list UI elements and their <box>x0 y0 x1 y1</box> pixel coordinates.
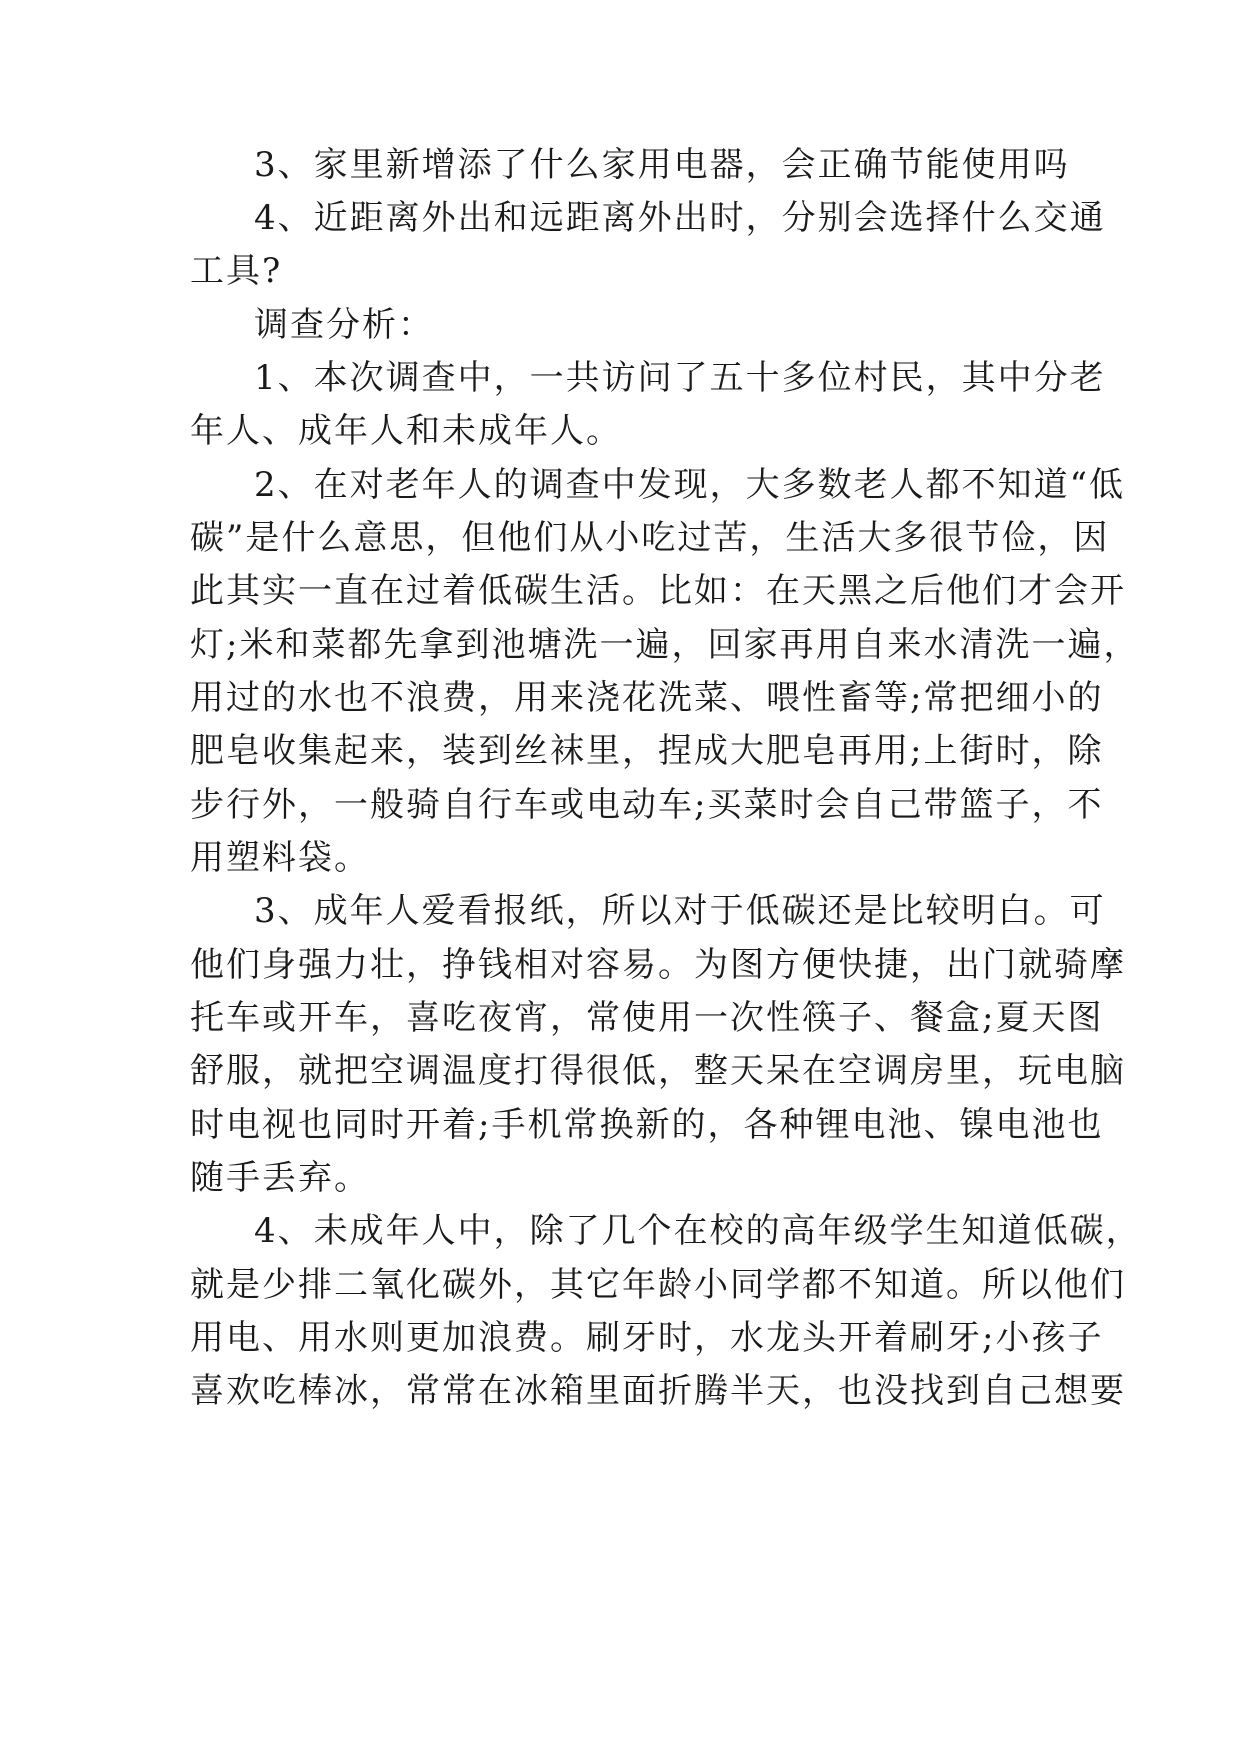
text-line: 肥皂收集起来，装到丝袜里，捏成大肥皂再用;上街时，除 <box>190 731 1104 771</box>
text-line: 4、近距离外出和远距离外出时，分别会选择什么交通 <box>254 198 1106 238</box>
text-line: 时电视也同时开着;手机常换新的，各种锂电池、镍电池也 <box>190 1105 1104 1145</box>
text-line: 就是少排二氧化碳外，其它年龄小同学都不知道。所以他们 <box>190 1265 1126 1305</box>
text-line: 2、在对老年人的调查中发现，大多数老人都不知道“低 <box>254 465 1126 505</box>
text-line: 年人、成年人和未成年人。 <box>190 411 622 451</box>
text-line: 托车或开车，喜吃夜宵，常使用一次性筷子、餐盒;夏天图 <box>190 998 1104 1038</box>
text-line: 用塑料袋。 <box>190 838 370 878</box>
text-line: 工具? <box>190 251 283 291</box>
text-line: 此其实一直在过着低碳生活。比如：在天黑之后他们才会开 <box>190 571 1126 611</box>
text-line: 碳”是什么意思，但他们从小吃过苦，生活大多很节俭，因 <box>190 518 1110 558</box>
text-line: 舒服，就把空调温度打得很低，整天呆在空调房里，玩电脑 <box>190 1051 1126 1091</box>
text-line: 喜欢吃棒冰，常常在冰箱里面折腾半天，也没找到自己想要 <box>190 1371 1126 1411</box>
text-line: 随手丢弃。 <box>190 1158 370 1198</box>
text-line: 用电、用水则更加浪费。刷牙时，水龙头开着刷牙;小孩子 <box>190 1318 1104 1358</box>
text-line: 1、本次调查中，一共访问了五十多位村民，其中分老 <box>254 358 1106 398</box>
text-line: 4、未成年人中，除了几个在校的高年级学生知道低碳， <box>254 1211 1142 1251</box>
text-line: 用过的水也不浪费，用来浇花洗菜、喂性畜等;常把细小的 <box>190 678 1104 718</box>
text-line: 3、家里新增添了什么家用电器，会正确节能使用吗 <box>254 145 1070 185</box>
text-line: 灯;米和菜都先拿到池塘洗一遍，回家再用自来水清洗一遍， <box>190 625 1140 665</box>
text-line: 3、成年人爱看报纸，所以对于低碳还是比较明白。可 <box>254 891 1106 931</box>
section-heading: 调查分析： <box>254 305 434 345</box>
text-line: 他们身强力壮，挣钱相对容易。为图方便快捷，出门就骑摩 <box>190 945 1126 985</box>
text-line: 步行外，一般骑自行车或电动车;买菜时会自己带篮子，不 <box>190 785 1104 825</box>
